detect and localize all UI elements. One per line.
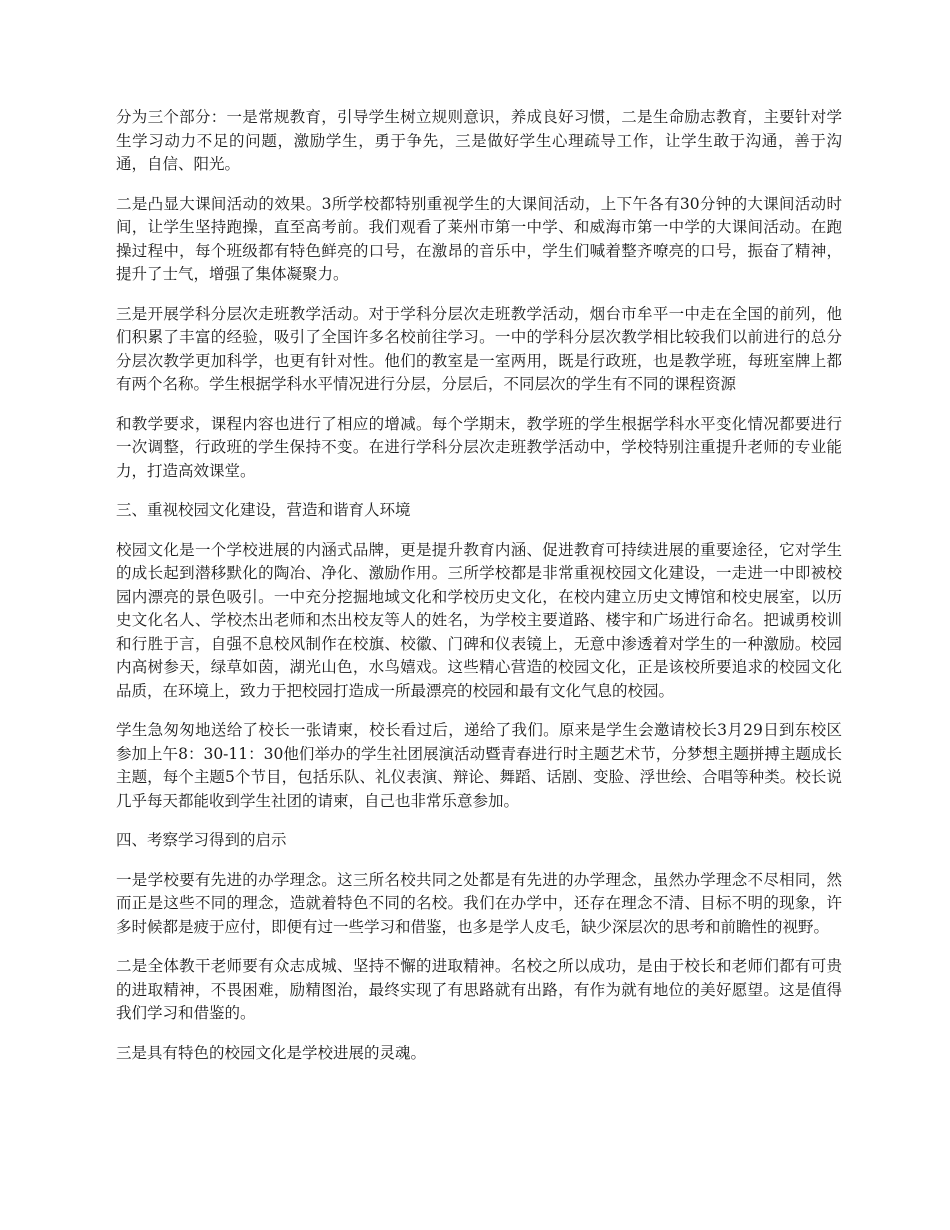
paragraph-8: 二是全体教干老师要有众志成城、坚持不懈的进取精神。名校之所以成功，是由于校长和老师们都有可贵的进取精神，不畏困难，励精图治，最终实现了有思路就有出路，有作为就有地位的美好愿望。这是值得我们学习和借鉴的。 (116, 957, 842, 1022)
paragraph-7: 一是学校要有先进的办学理念。这三所名校共同之处都是有先进的办学理念，虽然办学理念不尽相同，然而正是这些不同的理念，造就着特色不同的名校。我们在办学中，还存在理念不清、目标不明的现象，许多时候都是疲于应付，即便有过一些学习和借鉴，也多是学人皮毛，缺少深层次的思考和前瞻性的视野。 (116, 870, 842, 936)
paragraph-3: 三是开展学科分层次走班教学活动。对于学科分层次走班教学活动，烟台市牟平一中走在全国的前列，他们积累了丰富的经验，吸引了全国许多名校前往学习。一中的学科分层次教学相比较我们以前进行的总分分层次教学更加科学，也更有针对性。他们的教室是一室两用，既是行政班，也是教学班，每班室牌上都有两个名称。学生根据学科水平情况进行分层，分层后，不同层次的学生有不同的课程资源 (116, 304, 842, 393)
paragraph-6: 学生急匆匆地送给了校长一张请柬，校长看过后，递给了我们。原来是学生会邀请校长3月29日到东校区参加上午8：30-11：30他们举办的学生社团展演活动暨青春进行时主题艺术节，分梦想主题拼搏主题成长主题，每个主题5个节目，包括乐队、礼仪表演、辩论、舞蹈、话剧、变脸、浮世绘、合唱等种类。校长说几乎每天都能收到学生社团的请柬，自己也非常乐意参加。 (116, 721, 842, 810)
paragraph-9: 三是具有特色的校园文化是学校进展的灵魂。 (116, 1043, 427, 1062)
paragraph-4: 和教学要求，课程内容也进行了相应的增减。每个学期末，教学班的学生根据学科水平变化情况都要进行一次调整，行政班的学生保持不变。在进行学科分层次走班教学活动中，学校特别注重提升老师的专业能力，打造高效课堂。 (116, 414, 842, 480)
document-page (116, 106, 842, 1081)
section-heading-4: 四、考察学习得到的启示 (116, 831, 287, 849)
paragraph-2: 二是凸显大课间活动的效果。3所学校都特别重视学生的大课间活动，上下午各有30分钟的大课间活动时间，让学生坚持跑操，直至高考前。我们观看了莱州市第一中学、和威海市第一中学的大课间活动。在跑操过程中，每个班级都有特色鲜亮的口号，在激昂的音乐中，学生们喊着整齐嘹亮的口号，振奋了精神，提升了士气，增强了集体凝聚力。 (116, 194, 842, 283)
section-heading-3: 三、重视校园文化建设，营造和谐育人环境 (116, 501, 411, 519)
paragraph-1: 分为三个部分：一是常规教育，引导学生树立规则意识，养成良好习惯，二是生命励志教育，主要针对学生学习动力不足的问题，激励学生，勇于争先，三是做好学生心理疏导工作，让学生敢于沟通，善于沟通，自信、阳光。 (116, 108, 842, 173)
paragraph-5: 校园文化是一个学校进展的内涵式品牌，更是提升教育内涵、促进教育可持续进展的重要途径，它对学生的成长起到潜移默化的陶冶、净化、激励作用。三所学校都是非常重视校园文化建设，一走进一中即被校园内漂亮的景色吸引。一中充分挖掘地域文化和学校历史文化，在校内建立历史文博馆和校史展室，以历史文化名人、学校杰出老师和杰出校友等人的姓名，为学校主要道路、楼宇和广场进行命名。把诚勇校训和行胜于言，自强不息校风制作在校旗、校徽、门碑和仪表镜上，无意中渗透着对学生的一种激励。校园内高树参天，绿草如茵，湖光山色，水鸟嬉戏。这些精心营造的校园文化，正是该校所要追求的校园文化品质，在环境上，致力于把校园打造成一所最漂亮的校园和最有文化气息的校园。 (116, 540, 842, 700)
